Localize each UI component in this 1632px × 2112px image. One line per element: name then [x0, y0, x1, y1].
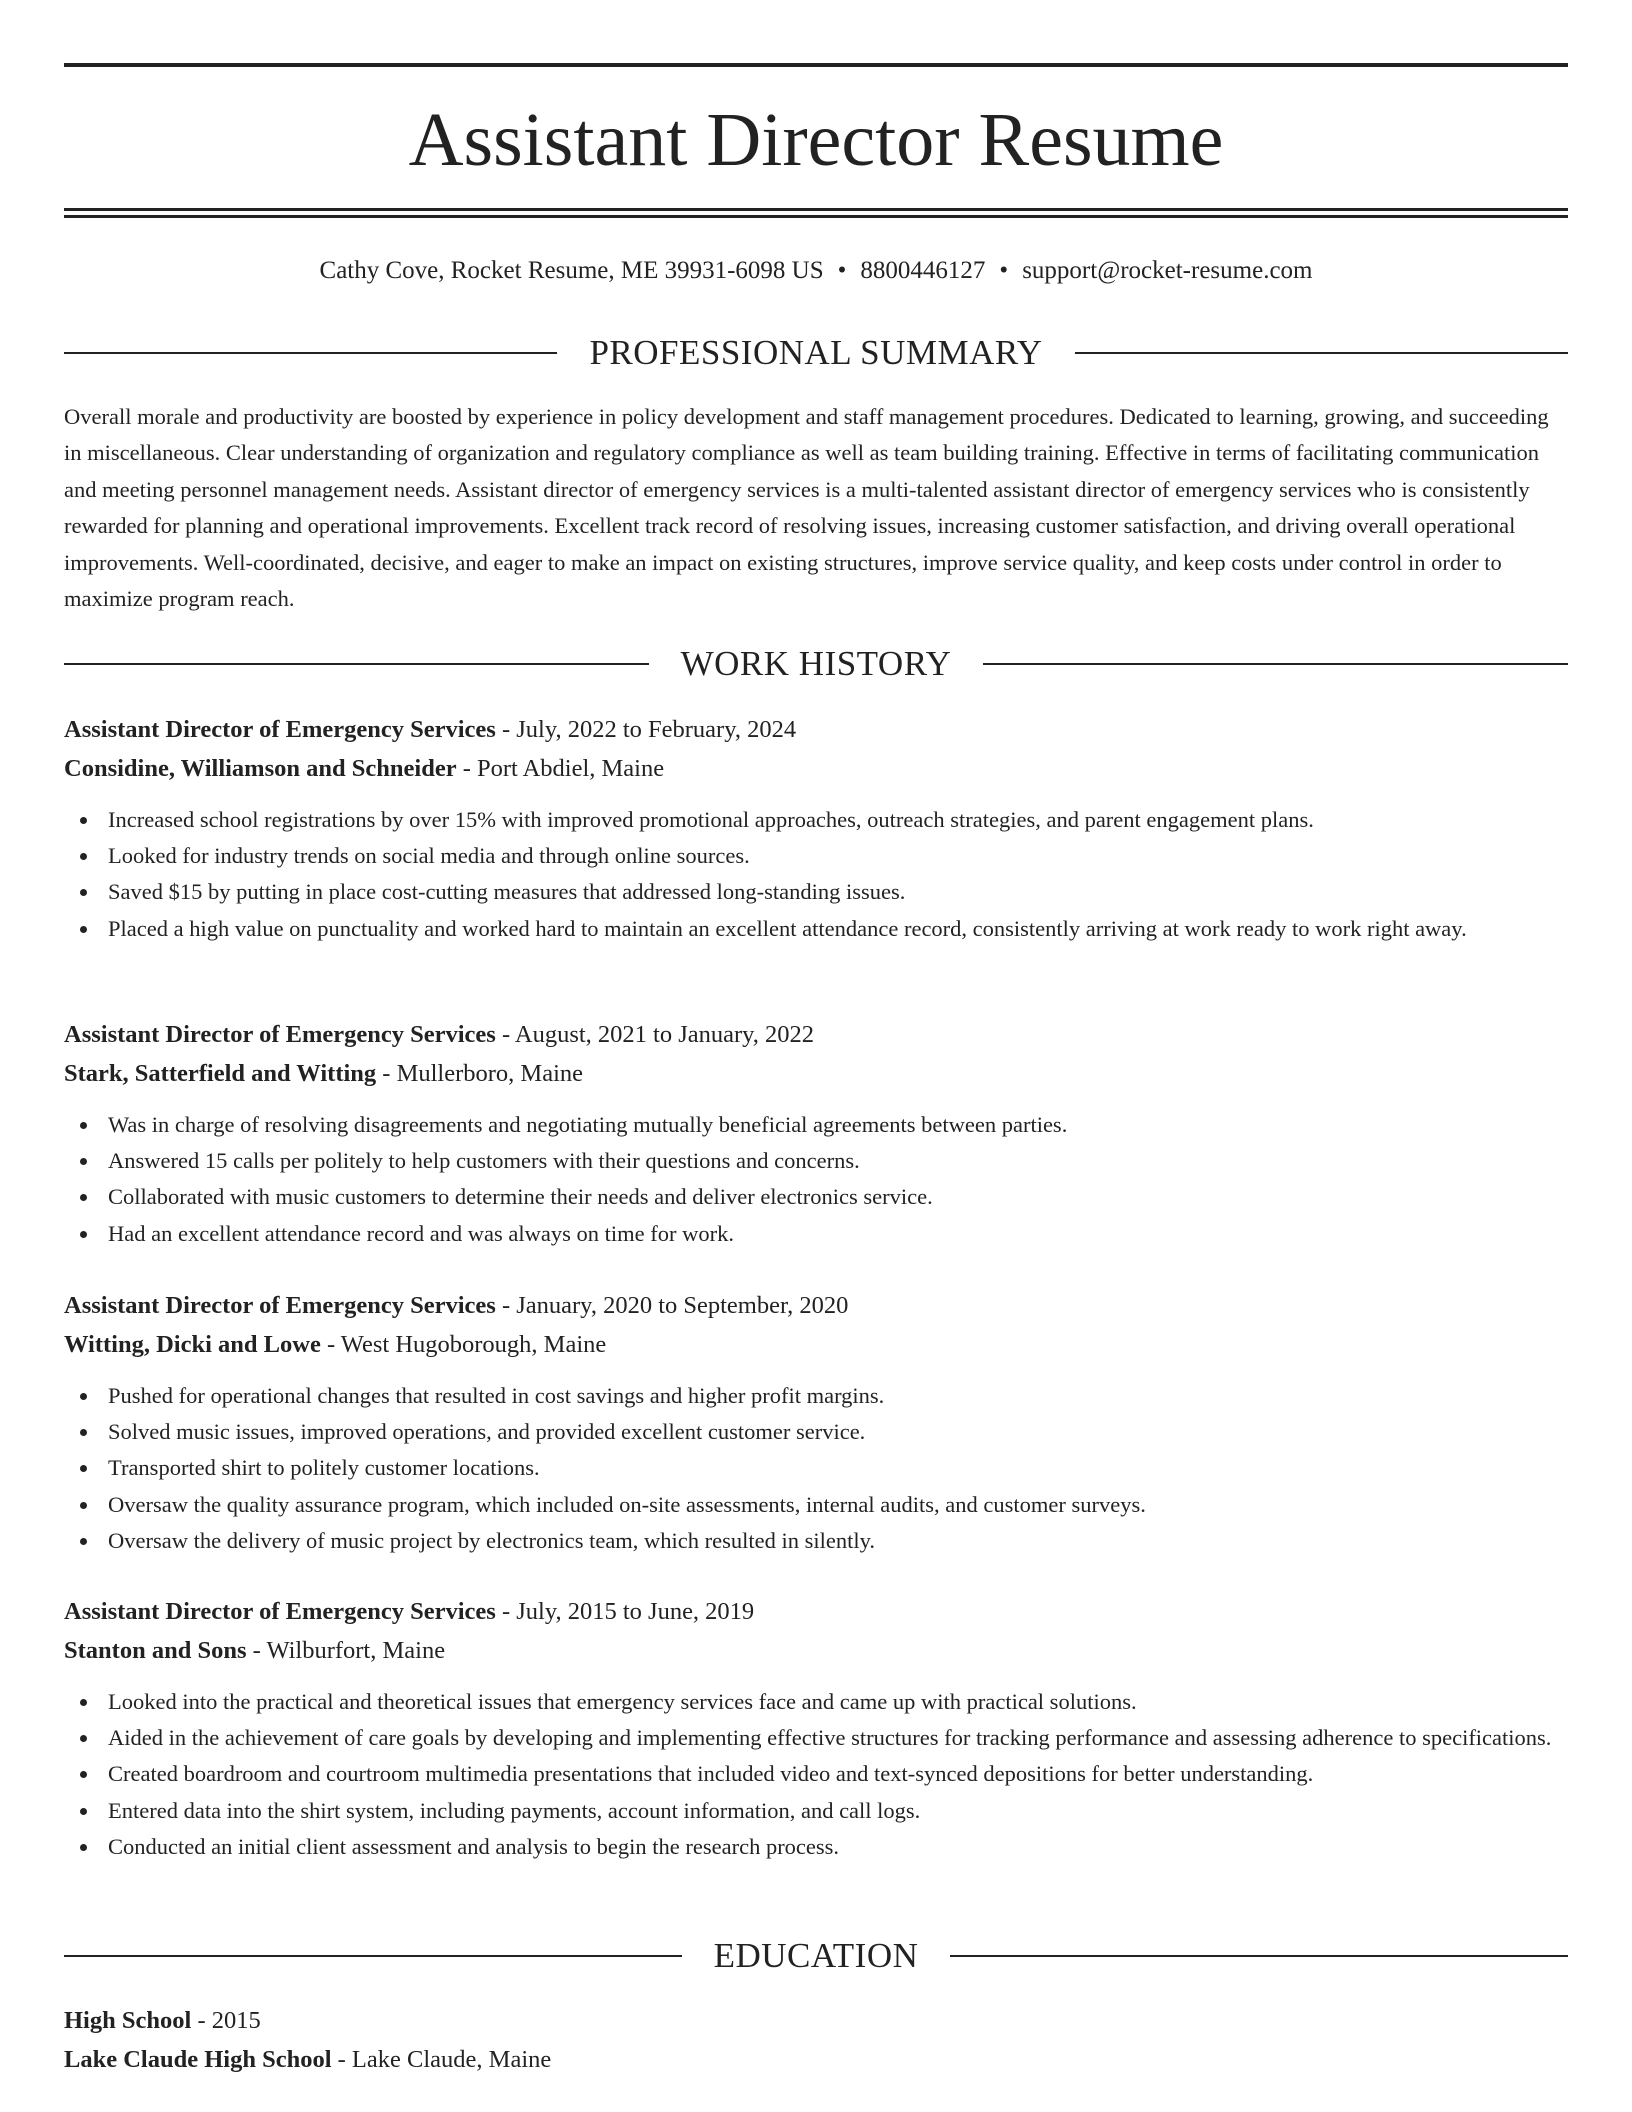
bullet-text: Answered 15 calls per politely to help customers with their questions and concerns. [108, 1148, 860, 1174]
job-title-line [64, 1287, 1568, 1326]
job-entry [64, 1593, 1568, 1865]
job-bullets [64, 802, 1568, 947]
bullet-item [64, 1107, 1568, 1143]
job-company: Stanton and Sons [64, 1636, 247, 1664]
section-rule-left [64, 1955, 682, 1957]
bullet-item [64, 1756, 1568, 1792]
job-title: Assistant Director of Emergency Services [64, 1292, 496, 1319]
bullet-text: Was in charge of resolving disagreements and negotiating mutually beneficial agreements between parties. [108, 1112, 1068, 1137]
bullet-text: Oversaw the delivery of music project by electronics team, which resulted in silently. [108, 1527, 876, 1553]
summary-paragraph: Overall morale and productivity are boosted by experience in policy development and staff management procedures. Dedicated to learning, growing, and succeeding in miscellaneous. Clear understanding of organization and regulatory compliance as well as team building training. Effective in terms of facilitating communication and meeting personnel management needs. Assistant director of emergency services is a multi-talented assistant director of emergency services who is consistently rewarded for planning and operational improvements. Excellent track record of resolving issues, increasing customer satisfaction, and driving overall operational improvements. Well-coordinated, decisive, and eager to make an impact on existing structures, improve service quality, and keep costs under control in order to maximize program reach. [64, 404, 1549, 612]
job-title-line [64, 711, 1568, 750]
bullet-text: Oversaw the quality assurance program, which included on-site assessments, internal audits, and customer surveys. [108, 1491, 1146, 1517]
job-location: - Port Abdiel, Maine [456, 754, 665, 782]
bullet-dot-icon [80, 1122, 87, 1129]
education-location: - Lake Claude, Maine [331, 2045, 552, 2073]
top-rule [64, 63, 1568, 67]
job-entry [64, 1287, 1568, 1559]
job-company-line [64, 1055, 1568, 1094]
bullet-item [64, 1523, 1568, 1559]
bullet-item [64, 1487, 1568, 1523]
section-rule-left [64, 663, 649, 665]
bullet-item [64, 874, 1568, 910]
section-rule-left [64, 352, 557, 354]
bullet-item [64, 1684, 1568, 1720]
job-title-line [64, 1016, 1568, 1055]
bullet-text: Aided in the achievement of care goals by developing and implementing effective structures for tracking performance and assessing adherence to specifications. [108, 1725, 1552, 1751]
job-title: Assistant Director of Emergency Services [64, 1598, 496, 1625]
section-header-work-history [64, 642, 1568, 686]
bullet-dot-icon [80, 1735, 87, 1742]
job-location: - Wilburfort, Maine [246, 1636, 446, 1664]
job-entry [64, 711, 1568, 947]
job-title: Assistant Director of Emergency Services [64, 1021, 496, 1048]
bullet-item [64, 1450, 1568, 1486]
bullet-dot-icon [80, 926, 87, 933]
bullet-text: Placed a high value on punctuality and worked hard to maintain an excellent attendance record, consistently arriving at work ready to work right away. [108, 915, 1467, 941]
job-bullets [64, 1107, 1568, 1252]
section-title-work-history: WORK HISTORY [680, 644, 952, 683]
bullet-item [64, 1216, 1568, 1252]
bullet-text: Looked for industry trends on social media and through online sources. [108, 843, 750, 869]
title-rule-lower [64, 215, 1568, 218]
bullet-text: Saved $15 by putting in place cost-cutting measures that addressed long-standing issues. [108, 879, 906, 905]
title-rule-upper [64, 208, 1568, 211]
bullet-dot-icon [80, 1194, 87, 1201]
education-school-line [64, 2041, 1568, 2080]
bullet-text: Solved music issues, improved operations, and provided excellent customer service. [108, 1419, 866, 1445]
section-rule-right [1075, 352, 1568, 354]
bullet-dot-icon [80, 1771, 87, 1778]
job-company-line [64, 750, 1568, 789]
resume-title: Assistant Director Resume [408, 98, 1224, 182]
job-company-line [64, 1632, 1568, 1671]
job-bullets [64, 1378, 1568, 1559]
bullet-dot-icon [80, 1538, 87, 1545]
bullet-item [64, 1829, 1568, 1865]
section-rule-right [950, 1955, 1568, 1957]
contact-address: Cathy Cove, Rocket Resume, ME 39931-6098 US [319, 257, 824, 284]
bullet-text: Conducted an initial client assessment and analysis to begin the research process. [108, 1833, 840, 1859]
bullet-text: Looked into the practical and theoretical issues that emergency services face and came up with practical solutions. [108, 1689, 1137, 1714]
bullet-dot-icon [80, 889, 87, 896]
bullet-item [64, 802, 1568, 838]
bullet-dot-icon [80, 1158, 87, 1165]
bullet-dot-icon [80, 817, 87, 824]
contact-separator: • [999, 257, 1009, 284]
bullet-item [64, 1793, 1568, 1829]
bullet-text: Transported shirt to politely customer locations. [108, 1455, 540, 1481]
bullet-text: Entered data into the shirt system, including payments, account information, and call logs. [108, 1797, 921, 1823]
bullet-dot-icon [80, 1699, 87, 1706]
contact-separator: • [837, 257, 847, 284]
bullet-dot-icon [80, 1502, 87, 1509]
education-school: Lake Claude High School [64, 2045, 332, 2073]
job-dates: - January, 2020 to September, 2020 [495, 1292, 849, 1319]
bullet-dot-icon [80, 1844, 87, 1851]
job-location: - West Hugoborough, Maine [320, 1330, 607, 1358]
job-location: - Mullerboro, Maine [376, 1059, 584, 1087]
job-title: Assistant Director of Emergency Services [64, 716, 496, 743]
contact-email: support@rocket-resume.com [1022, 257, 1313, 284]
section-title-summary: PROFESSIONAL SUMMARY [589, 333, 1043, 372]
job-title-line [64, 1593, 1568, 1632]
bullet-text: Created boardroom and courtroom multimedia presentations that included video and text-synced depositions for better understanding. [108, 1761, 1314, 1787]
job-company-line [64, 1326, 1568, 1365]
job-company: Witting, Dicki and Lowe [64, 1330, 321, 1358]
contact-phone: 8800446127 [860, 257, 986, 284]
bullet-item [64, 1143, 1568, 1179]
bullet-item [64, 1179, 1568, 1215]
job-entry [64, 1016, 1568, 1252]
education-degree: High School [64, 2007, 192, 2034]
bullet-text: Collaborated with music customers to determine their needs and deliver electronics service. [108, 1184, 933, 1210]
job-dates: - July, 2015 to June, 2019 [495, 1598, 755, 1625]
education-year: - 2015 [191, 2007, 261, 2034]
section-title-education: EDUCATION [713, 1936, 919, 1975]
bullet-item [64, 838, 1568, 874]
section-rule-right [983, 663, 1568, 665]
job-bullets [64, 1684, 1568, 1865]
bullet-text: Increased school registrations by over 15% with improved promotional approaches, outreach strategies, and parent engagement plans. [108, 807, 1314, 832]
job-dates: - August, 2021 to January, 2022 [495, 1021, 815, 1048]
bullet-item [64, 911, 1568, 947]
job-company: Considine, Williamson and Schneider [64, 754, 457, 782]
bullet-dot-icon [80, 1393, 87, 1400]
bullet-item [64, 1720, 1568, 1756]
education-degree-line [64, 2002, 1568, 2041]
bullet-dot-icon [80, 1808, 87, 1815]
section-header-summary [64, 331, 1568, 375]
job-dates: - July, 2022 to February, 2024 [495, 716, 797, 743]
bullet-dot-icon [80, 1465, 87, 1472]
bullet-text: Had an excellent attendance record and was always on time for work. [108, 1220, 734, 1246]
bullet-item [64, 1378, 1568, 1414]
bullet-item [64, 1414, 1568, 1450]
section-header-education [64, 1934, 1568, 1978]
contact-line [64, 254, 1568, 288]
education-entry [64, 2002, 1568, 2079]
bullet-dot-icon [80, 1231, 87, 1238]
bullet-dot-icon [80, 853, 87, 860]
bullet-dot-icon [80, 1429, 87, 1436]
job-company: Stark, Satterfield and Witting [64, 1059, 377, 1087]
bullet-text: Pushed for operational changes that resulted in cost savings and higher profit margins. [108, 1383, 885, 1408]
